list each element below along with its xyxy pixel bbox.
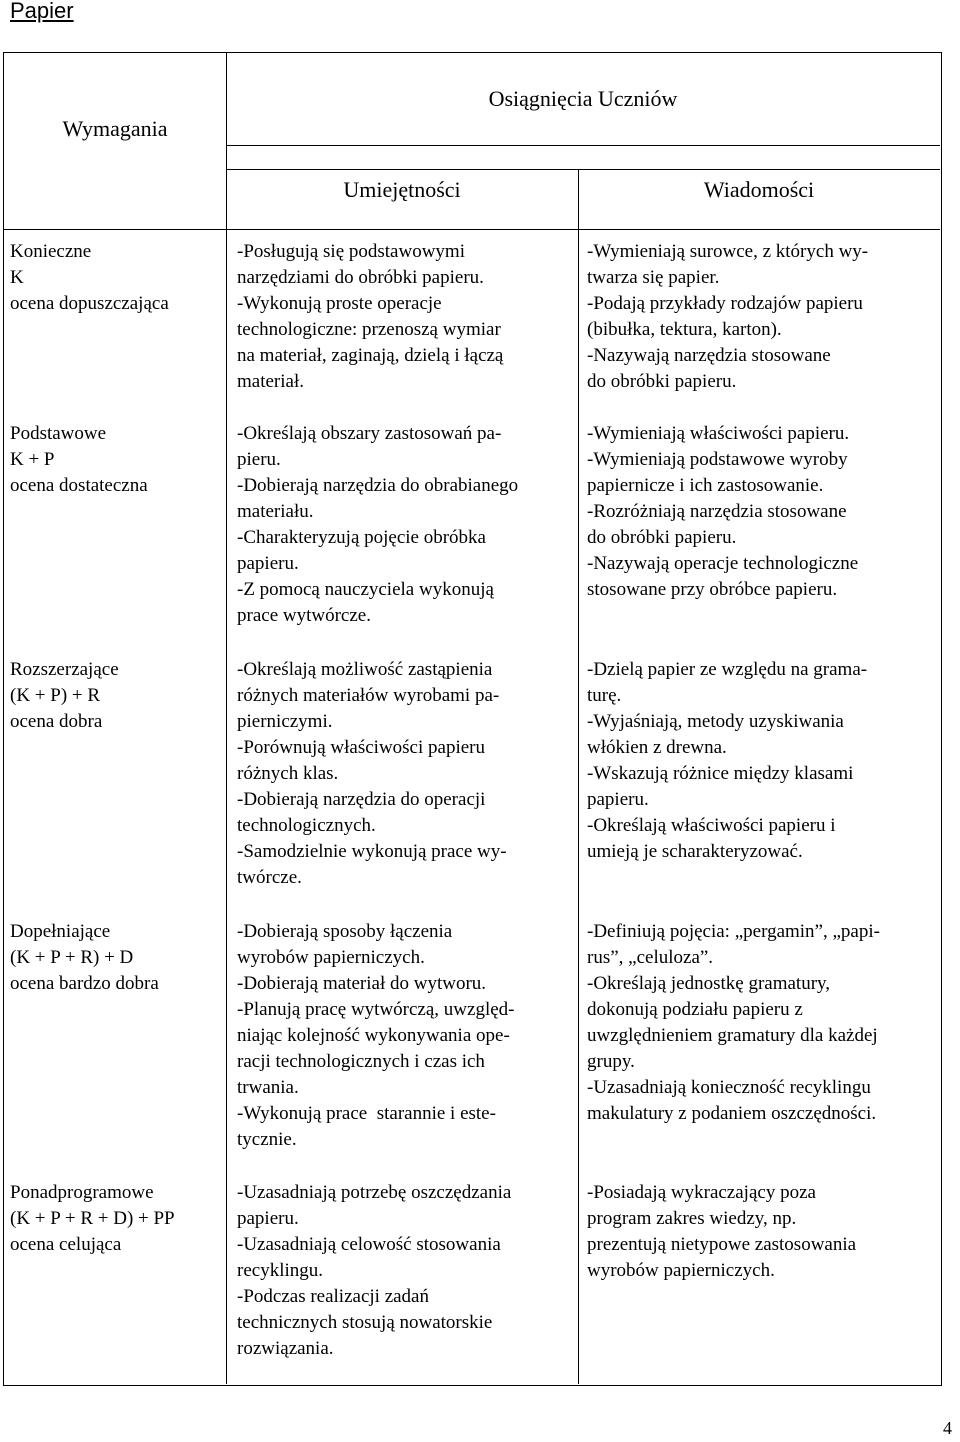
page-number: 4 — [943, 1418, 952, 1438]
header-bottom-line — [4, 229, 940, 230]
column-divider — [578, 169, 579, 1384]
skills-cell: -Określają możliwość zastąpienia różnych materiałów wyrobami pa- pierniczymi. -Porównują właściwości papieru różnych klas. -Dobierają narzędzia do operacji technologicznych. -Samodzielnie wykonują prace wy- twórcze. — [237, 659, 507, 888]
skills-cell: -Dobierają sposoby łączenia wyrobów papierniczych. -Dobierają materiał do wytworu. -Planują pracę wytwórczą, uwzględ- niając kolejność wykonywania ope- racji technologicznych i czas ich trwania. -Wykonują prace starannie i este- tycznie. — [237, 921, 515, 1150]
document-title[interactable]: Papier — [10, 0, 74, 23]
level-cell: Konieczne K ocena dopuszczająca — [10, 241, 169, 314]
level-cell: Dopełniające (K + P + R) + D ocena bardzo dobra — [10, 921, 159, 994]
header-requirements: Wymagania — [62, 116, 168, 141]
requirements-table — [3, 52, 942, 1386]
level-cell: Podstawowe K + P ocena dostateczna — [10, 423, 148, 496]
level-cell: Rozszerzające (K + P) + R ocena dobra — [10, 659, 119, 732]
header-knowledge: Wiadomości — [703, 177, 815, 202]
skills-cell: -Określają obszary zastosowań pa- pieru. -Dobierają narzędzia do obrabianego materiału. -Charakteryzują pojęcie obróbka papieru. -Z pomocą nauczyciela wykonują prace wytwórcze. — [237, 423, 519, 626]
knowledge-cell: -Dzielą papier ze względu na grama- turę. -Wyjaśniają, metody uzyskiwania włókien z drewna. -Wskazują różnice między klasami papieru. -Określają właściwości papieru i umieją je scharakteryzować. — [587, 659, 868, 862]
header-skills: Umiejętności — [343, 177, 461, 202]
knowledge-cell: -Posiadają wykraczający poza program zakres wiedzy, np. prezentują nietypowe zastosowania wyrobów papierniczych. — [587, 1182, 857, 1281]
column-divider — [226, 53, 227, 1384]
skills-cell: -Uzasadniają potrzebę oszczędzania papieru. -Uzasadniają celowość stosowania recyklingu. -Podczas realizacji zadań technicznych stosują nowatorskie rozwiązania. — [237, 1182, 512, 1359]
level-cell: Ponadprogramowe (K + P + R + D) + PP ocena celująca — [10, 1182, 175, 1255]
knowledge-cell: -Wymieniają właściwości papieru. -Wymieniają podstawowe wyroby papiernicze i ich zastosowanie. -Rozróżniają narzędzia stosowane do obróbki papieru. -Nazywają operacje technologiczne stosowane przy obróbce papieru. — [587, 423, 859, 600]
header-achievements: Osiągnięcia Uczniów — [488, 86, 678, 111]
knowledge-cell: -Definiują pojęcia: „pergamin”, „papi- rus”, „celuloza”. -Określają jednostkę gramatury, dokonują podziału papieru z uwzględnieniem gramatury dla każdej grupy. -Uzasadniają konieczność recyklingu makulatury z podaniem oszczędności. — [587, 921, 880, 1124]
header-divider — [226, 169, 940, 170]
knowledge-cell: -Wymieniają surowce, z których wy- twarza się papier. -Podają przykłady rodzajów papieru (bibułka, tektura, karton). -Nazywają narzędzia stosowane do obróbki papieru. — [587, 241, 869, 392]
header-divider — [226, 145, 940, 146]
skills-cell: -Posługują się podstawowymi narzędziami do obróbki papieru. -Wykonują proste operacje technologiczne: przenoszą wymiar na materiał, zaginają, dzielą i łączą materiał. — [237, 241, 504, 392]
